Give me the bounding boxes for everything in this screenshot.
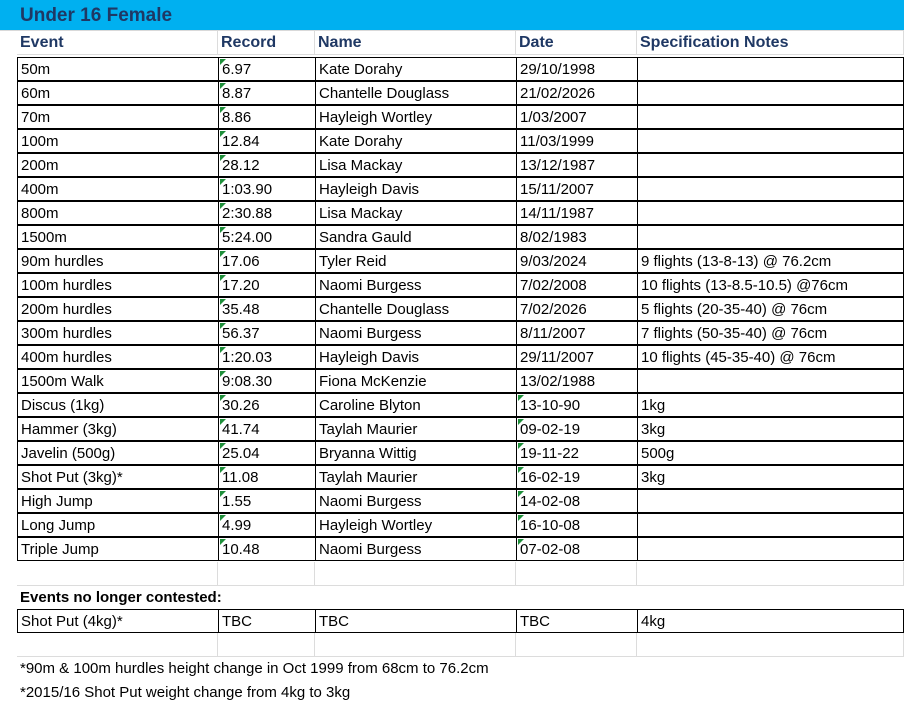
discontinued-record[interactable]: TBC: [218, 609, 315, 633]
cell-record[interactable]: 2:30.88: [218, 201, 315, 225]
cell-record[interactable]: 56.37: [218, 321, 315, 345]
cell-record[interactable]: 17.20: [218, 273, 315, 297]
cell-name[interactable]: Naomi Burgess: [315, 273, 516, 297]
empty-cell[interactable]: [17, 562, 218, 586]
cell-notes[interactable]: 500g: [637, 441, 904, 465]
table-row: [0, 441, 904, 465]
cell-name[interactable]: Naomi Burgess: [315, 321, 516, 345]
table-row: [0, 81, 904, 105]
cell-notes[interactable]: [637, 513, 904, 537]
cell-notes[interactable]: [637, 129, 904, 153]
cell-record[interactable]: 8.87: [218, 81, 315, 105]
cell-notes[interactable]: 7 flights (50-35-40) @ 76cm: [637, 321, 904, 345]
cell-date[interactable]: 21/02/2026: [516, 81, 637, 105]
cell-record[interactable]: 25.04: [218, 441, 315, 465]
cell-event[interactable]: Shot Put (3kg)*: [17, 465, 218, 489]
cell-name[interactable]: Kate Dorahy: [315, 57, 516, 81]
cell-name[interactable]: Tyler Reid: [315, 249, 516, 273]
cell-name[interactable]: Chantelle Douglass: [315, 297, 516, 321]
cell-notes[interactable]: [637, 57, 904, 81]
cell-date[interactable]: 14-02-08: [516, 489, 637, 513]
discontinued-event[interactable]: Shot Put (4kg)*: [17, 609, 218, 633]
cell-date[interactable]: 8/11/2007: [516, 321, 637, 345]
cell-notes[interactable]: [637, 489, 904, 513]
cell-date[interactable]: 09-02-19: [516, 417, 637, 441]
cell-date[interactable]: 16-02-19: [516, 465, 637, 489]
cell-event[interactable]: 90m hurdles: [17, 249, 218, 273]
cell-notes[interactable]: 10 flights (45-35-40) @ 76cm: [637, 345, 904, 369]
cell-record[interactable]: 1:03.90: [218, 177, 315, 201]
header-record[interactable]: Record: [218, 31, 315, 55]
discontinued-date[interactable]: TBC: [516, 609, 637, 633]
empty-cell[interactable]: [315, 562, 516, 586]
cell-event[interactable]: 50m: [17, 57, 218, 81]
cell-date[interactable]: 7/02/2026: [516, 297, 637, 321]
cell-event[interactable]: Triple Jump: [17, 537, 218, 561]
cell-name[interactable]: Fiona McKenzie: [315, 369, 516, 393]
empty-cell[interactable]: [516, 562, 637, 586]
discontinued-notes[interactable]: 4kg: [637, 609, 904, 633]
table-row: [0, 393, 904, 417]
cell-date[interactable]: 13-10-90: [516, 393, 637, 417]
cell-date[interactable]: 29/11/2007: [516, 345, 637, 369]
cell-date[interactable]: 13/02/1988: [516, 369, 637, 393]
cell-record[interactable]: 12.84: [218, 129, 315, 153]
empty-cell[interactable]: [516, 633, 637, 657]
cell-event[interactable]: Long Jump: [17, 513, 218, 537]
table-row: [0, 297, 904, 321]
cell-notes[interactable]: [637, 81, 904, 105]
cell-date[interactable]: 7/02/2008: [516, 273, 637, 297]
cell-name[interactable]: Kate Dorahy: [315, 129, 516, 153]
cell-name[interactable]: Taylah Maurier: [315, 417, 516, 441]
cell-name[interactable]: Hayleigh Davis: [315, 177, 516, 201]
cell-notes[interactable]: 1kg: [637, 393, 904, 417]
cell-record[interactable]: 5:24.00: [218, 225, 315, 249]
cell-date[interactable]: 13/12/1987: [516, 153, 637, 177]
table-row: [0, 129, 904, 153]
cell-record[interactable]: 8.86: [218, 105, 315, 129]
cell-notes[interactable]: 9 flights (13-8-13) @ 76.2cm: [637, 249, 904, 273]
cell-event[interactable]: 200m: [17, 153, 218, 177]
cell-event[interactable]: 60m: [17, 81, 218, 105]
footnote-hurdles[interactable]: *90m & 100m hurdles height change in Oct 1999 from 68cm to 76.2cm: [20, 660, 489, 677]
cell-record[interactable]: 1:20.03: [218, 345, 315, 369]
cell-name[interactable]: Sandra Gauld: [315, 225, 516, 249]
empty-cell[interactable]: [218, 562, 315, 586]
cell-event[interactable]: 400m: [17, 177, 218, 201]
table-row: [0, 105, 904, 129]
header-date[interactable]: Date: [516, 31, 637, 55]
cell-record[interactable]: 28.12: [218, 153, 315, 177]
table-row: [0, 489, 904, 513]
cell-event[interactable]: 70m: [17, 105, 218, 129]
empty-cell[interactable]: [637, 562, 904, 586]
cell-record[interactable]: 41.74: [218, 417, 315, 441]
cell-date[interactable]: 1/03/2007: [516, 105, 637, 129]
cell-record[interactable]: 17.06: [218, 249, 315, 273]
sheet-title: Under 16 Female: [20, 5, 173, 26]
cell-name[interactable]: Hayleigh Wortley: [315, 105, 516, 129]
table-row: [0, 537, 904, 561]
cell-event[interactable]: 200m hurdles: [17, 297, 218, 321]
cell-notes[interactable]: [637, 153, 904, 177]
cell-name[interactable]: Lisa Mackay: [315, 201, 516, 225]
empty-row: [0, 562, 904, 586]
cell-name[interactable]: Lisa Mackay: [315, 153, 516, 177]
cell-record[interactable]: 11.08: [218, 465, 315, 489]
empty-cell[interactable]: [637, 633, 904, 657]
cell-date[interactable]: 9/03/2024: [516, 249, 637, 273]
header-name[interactable]: Name: [315, 31, 516, 55]
empty-cell[interactable]: [17, 633, 218, 657]
discontinued-name[interactable]: TBC: [315, 609, 516, 633]
cell-record[interactable]: 6.97: [218, 57, 315, 81]
cell-name[interactable]: Naomi Burgess: [315, 537, 516, 561]
cell-date[interactable]: 16-10-08: [516, 513, 637, 537]
cell-event[interactable]: 1500m Walk: [17, 369, 218, 393]
cell-notes[interactable]: [637, 537, 904, 561]
cell-notes[interactable]: [637, 369, 904, 393]
empty-cell[interactable]: [315, 633, 516, 657]
cell-record[interactable]: 1.55: [218, 489, 315, 513]
cell-record[interactable]: 30.26: [218, 393, 315, 417]
cell-event[interactable]: Javelin (500g): [17, 441, 218, 465]
cell-date[interactable]: 11/03/1999: [516, 129, 637, 153]
cell-event[interactable]: Hammer (3kg): [17, 417, 218, 441]
discontinued-row: [0, 609, 904, 633]
cell-date[interactable]: 07-02-08: [516, 537, 637, 561]
cell-notes[interactable]: 3kg: [637, 465, 904, 489]
cell-notes[interactable]: 10 flights (13-8.5-10.5) @76cm: [637, 273, 904, 297]
cell-date[interactable]: 15/11/2007: [516, 177, 637, 201]
cell-event[interactable]: 1500m: [17, 225, 218, 249]
cell-name[interactable]: Chantelle Douglass: [315, 81, 516, 105]
cell-date[interactable]: 29/10/1998: [516, 57, 637, 81]
cell-notes[interactable]: 5 flights (20-35-40) @ 76cm: [637, 297, 904, 321]
cell-name[interactable]: Hayleigh Davis: [315, 345, 516, 369]
table-row: [0, 201, 904, 225]
cell-date[interactable]: 8/02/1983: [516, 225, 637, 249]
empty-cell[interactable]: [218, 633, 315, 657]
table-row: [0, 273, 904, 297]
table-row: [0, 225, 904, 249]
table-row: [0, 57, 904, 81]
table-row: [0, 465, 904, 489]
table-row: [0, 177, 904, 201]
cell-notes[interactable]: [637, 225, 904, 249]
cell-date[interactable]: 19-11-22: [516, 441, 637, 465]
cell-event[interactable]: High Jump: [17, 489, 218, 513]
table-row: [0, 345, 904, 369]
table-row: [0, 513, 904, 537]
cell-record[interactable]: 4.99: [218, 513, 315, 537]
table-row: [0, 153, 904, 177]
cell-name[interactable]: Bryanna Wittig: [315, 441, 516, 465]
table-row: [0, 249, 904, 273]
cell-notes[interactable]: [637, 201, 904, 225]
cell-record[interactable]: 10.48: [218, 537, 315, 561]
cell-notes[interactable]: 3kg: [637, 417, 904, 441]
cell-name[interactable]: Caroline Blyton: [315, 393, 516, 417]
cell-notes[interactable]: [637, 105, 904, 129]
cell-record[interactable]: 9:08.30: [218, 369, 315, 393]
table-row: [0, 321, 904, 345]
cell-name[interactable]: Naomi Burgess: [315, 489, 516, 513]
cell-event[interactable]: Discus (1kg): [17, 393, 218, 417]
cell-date[interactable]: 14/11/1987: [516, 201, 637, 225]
cell-name[interactable]: Taylah Maurier: [315, 465, 516, 489]
cell-name[interactable]: Hayleigh Wortley: [315, 513, 516, 537]
header-event[interactable]: Event: [17, 31, 218, 55]
cell-event[interactable]: 100m: [17, 129, 218, 153]
cell-event[interactable]: 100m hurdles: [17, 273, 218, 297]
cell-record[interactable]: 35.48: [218, 297, 315, 321]
discontinued-heading[interactable]: Events no longer contested:: [20, 589, 222, 606]
header-row: [0, 31, 904, 55]
cell-event[interactable]: 400m hurdles: [17, 345, 218, 369]
empty-row: [0, 633, 904, 657]
table-row: [0, 417, 904, 441]
table-row: [0, 369, 904, 393]
cell-event[interactable]: 300m hurdles: [17, 321, 218, 345]
header-notes[interactable]: Specification Notes: [637, 31, 904, 55]
title-bar[interactable]: [0, 0, 904, 31]
footnote-shot-put[interactable]: *2015/16 Shot Put weight change from 4kg to 3kg: [20, 684, 351, 701]
cell-notes[interactable]: [637, 177, 904, 201]
cell-event[interactable]: 800m: [17, 201, 218, 225]
